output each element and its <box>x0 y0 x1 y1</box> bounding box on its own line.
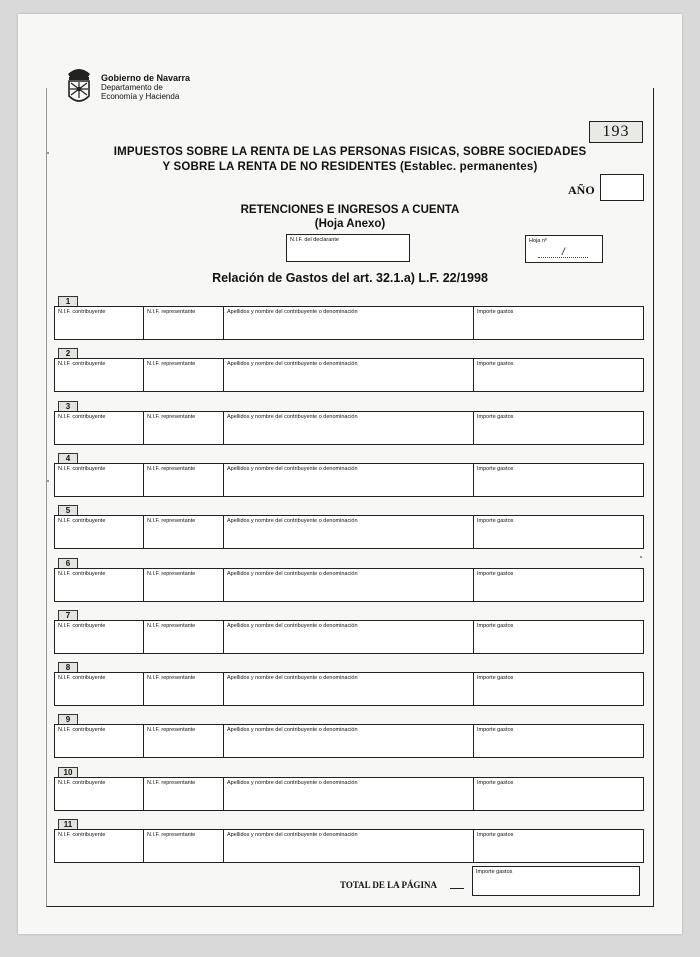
importe-gastos-label: Importe gastos <box>477 414 514 420</box>
nif-representante-field[interactable] <box>144 569 224 601</box>
entry-cells <box>54 358 644 392</box>
importe-gastos-field[interactable] <box>474 307 643 339</box>
apellidos-field[interactable] <box>224 307 474 339</box>
importe-gastos-field[interactable] <box>474 830 643 862</box>
row-number: 6 <box>58 558 78 569</box>
nif-contribuyente-field[interactable] <box>55 359 144 391</box>
importe-gastos-label: Importe gastos <box>477 466 514 472</box>
nif-contribuyente-label: N.I.F. contribuyente <box>58 414 106 420</box>
nif-representante-label: N.I.F. representante <box>147 309 196 315</box>
apellidos-label: Apellidos y nombre del contribuyente o denominación <box>227 309 358 315</box>
year-label: AÑO <box>568 183 595 197</box>
sheet-number-label: Hoja nº <box>529 238 547 244</box>
nif-representante-field[interactable] <box>144 725 224 757</box>
total-page-field[interactable] <box>472 866 640 896</box>
scan-speck <box>47 480 49 482</box>
entry-row <box>54 401 642 447</box>
form-title-line2: Y SOBRE LA RENTA DE NO RESIDENTES (Establec. permanentes) <box>162 161 538 173</box>
importe-gastos-field[interactable] <box>474 673 643 705</box>
nif-representante-field[interactable] <box>144 464 224 496</box>
nif-contribuyente-label: N.I.F. contribuyente <box>58 675 106 681</box>
scan-speck <box>640 556 642 558</box>
importe-gastos-label: Importe gastos <box>477 571 514 577</box>
form-title-line1: IMPUESTOS SOBRE LA RENTA DE LAS PERSONAS FISICAS, SOBRE SOCIEDADES <box>113 146 587 158</box>
importe-gastos-label: Importe gastos <box>477 780 514 786</box>
scan-speck <box>47 152 49 154</box>
importe-gastos-label: Importe gastos <box>477 675 514 681</box>
nif-contribuyente-label: N.I.F. contribuyente <box>58 832 106 838</box>
nif-contribuyente-label: N.I.F. contribuyente <box>58 361 106 367</box>
entry-cells <box>54 568 644 602</box>
entry-row <box>54 453 642 499</box>
nif-contribuyente-label: N.I.F. contribuyente <box>58 571 106 577</box>
entry-cells <box>54 672 644 706</box>
org-dept-line1: Departamento de <box>101 83 163 92</box>
model-number-badge: 193 <box>589 121 643 143</box>
apellidos-field[interactable] <box>224 412 474 444</box>
apellidos-field[interactable] <box>224 621 474 653</box>
entry-row <box>54 662 642 708</box>
importe-gastos-label: Importe gastos <box>477 518 514 524</box>
nif-representante-field[interactable] <box>144 778 224 810</box>
entry-row <box>54 610 642 656</box>
total-page-leader <box>450 888 464 889</box>
sheet-number-slash: / <box>562 247 565 258</box>
nif-representante-field[interactable] <box>144 412 224 444</box>
importe-gastos-field[interactable] <box>474 621 643 653</box>
importe-gastos-field[interactable] <box>474 778 643 810</box>
apellidos-field[interactable] <box>224 569 474 601</box>
nif-representante-label: N.I.F. representante <box>147 571 196 577</box>
total-page-label: TOTAL DE LA PÁGINA <box>340 880 437 890</box>
row-number: 11 <box>58 819 78 830</box>
row-number: 5 <box>58 505 78 516</box>
importe-gastos-field[interactable] <box>474 725 643 757</box>
nif-representante-label: N.I.F. representante <box>147 466 196 472</box>
entry-cells <box>54 306 644 340</box>
navarra-coat-of-arms-icon <box>65 64 93 108</box>
apellidos-label: Apellidos y nombre del contribuyente o denominación <box>227 832 358 838</box>
row-number: 4 <box>58 453 78 464</box>
nif-contribuyente-label: N.I.F. contribuyente <box>58 780 106 786</box>
apellidos-label: Apellidos y nombre del contribuyente o denominación <box>227 571 358 577</box>
importe-gastos-field[interactable] <box>474 412 643 444</box>
entry-row <box>54 819 642 865</box>
sheet-number-field[interactable] <box>525 235 603 263</box>
entry-cells <box>54 411 644 445</box>
nif-contribuyente-field[interactable] <box>55 673 144 705</box>
organization-name <box>101 74 190 101</box>
nif-representante-field[interactable] <box>144 359 224 391</box>
row-number: 2 <box>58 348 78 359</box>
nif-contribuyente-field[interactable] <box>55 412 144 444</box>
entry-row <box>54 505 642 551</box>
apellidos-label: Apellidos y nombre del contribuyente o denominación <box>227 727 358 733</box>
entry-cells <box>54 463 644 497</box>
apellidos-label: Apellidos y nombre del contribuyente o denominación <box>227 414 358 420</box>
apellidos-label: Apellidos y nombre del contribuyente o denominación <box>227 780 358 786</box>
row-number: 1 <box>58 296 78 307</box>
apellidos-field[interactable] <box>224 778 474 810</box>
apellidos-label: Apellidos y nombre del contribuyente o denominación <box>227 361 358 367</box>
nif-representante-label: N.I.F. representante <box>147 780 196 786</box>
apellidos-field[interactable] <box>224 464 474 496</box>
entry-row <box>54 296 642 342</box>
nif-representante-label: N.I.F. representante <box>147 623 196 629</box>
entry-cells <box>54 777 644 811</box>
apellidos-field[interactable] <box>224 673 474 705</box>
importe-gastos-label: Importe gastos <box>477 361 514 367</box>
nif-representante-label: N.I.F. representante <box>147 361 196 367</box>
importe-gastos-label: Importe gastos <box>477 623 514 629</box>
importe-gastos-field[interactable] <box>474 516 643 548</box>
nif-contribuyente-field[interactable] <box>55 569 144 601</box>
apellidos-field[interactable] <box>224 830 474 862</box>
nif-contribuyente-field[interactable] <box>55 464 144 496</box>
nif-declarante-label: N.I.F. del declarante <box>290 237 339 243</box>
section-heading: Relación de Gastos del art. 32.1.a) L.F. 22/1998 <box>212 271 488 285</box>
entry-row <box>54 767 642 813</box>
nif-contribuyente-label: N.I.F. contribuyente <box>58 309 106 315</box>
org-dept-line2: Economía y Hacienda <box>101 92 180 101</box>
year-field[interactable] <box>600 174 644 201</box>
entry-cells <box>54 724 644 758</box>
nif-contribuyente-field[interactable] <box>55 725 144 757</box>
nif-representante-label: N.I.F. representante <box>147 518 196 524</box>
row-number: 9 <box>58 714 78 725</box>
nif-representante-field[interactable] <box>144 621 224 653</box>
importe-gastos-label: Importe gastos <box>477 309 514 315</box>
entry-row <box>54 348 642 394</box>
nif-declarante-field[interactable] <box>286 234 410 262</box>
apellidos-label: Apellidos y nombre del contribuyente o denominación <box>227 675 358 681</box>
importe-gastos-label: Importe gastos <box>477 832 514 838</box>
nif-representante-field[interactable] <box>144 673 224 705</box>
nif-contribuyente-field[interactable] <box>55 778 144 810</box>
importe-gastos-field[interactable] <box>474 464 643 496</box>
apellidos-label: Apellidos y nombre del contribuyente o denominación <box>227 518 358 524</box>
apellidos-field[interactable] <box>224 516 474 548</box>
entry-row <box>54 558 642 604</box>
row-number: 8 <box>58 662 78 673</box>
org-name: Gobierno de Navarra <box>101 73 191 83</box>
apellidos-label: Apellidos y nombre del contribuyente o denominación <box>227 466 358 472</box>
entry-cells <box>54 620 644 654</box>
form-subtitle: RETENCIONES E INGRESOS A CUENTA <box>240 204 460 216</box>
row-number: 7 <box>58 610 78 621</box>
importe-gastos-label: Importe gastos <box>477 727 514 733</box>
nif-representante-label: N.I.F. representante <box>147 832 196 838</box>
nif-representante-label: N.I.F. representante <box>147 675 196 681</box>
importe-gastos-field[interactable] <box>474 569 643 601</box>
apellidos-field[interactable] <box>224 725 474 757</box>
nif-representante-label: N.I.F. representante <box>147 727 196 733</box>
entry-row <box>54 714 642 760</box>
nif-contribuyente-label: N.I.F. contribuyente <box>58 727 106 733</box>
row-number: 3 <box>58 401 78 412</box>
apellidos-field[interactable] <box>224 359 474 391</box>
nif-contribuyente-label: N.I.F. contribuyente <box>58 466 106 472</box>
nif-representante-field[interactable] <box>144 830 224 862</box>
apellidos-label: Apellidos y nombre del contribuyente o denominación <box>227 623 358 629</box>
entry-cells <box>54 515 644 549</box>
nif-representante-field[interactable] <box>144 307 224 339</box>
nif-contribuyente-field[interactable] <box>55 307 144 339</box>
nif-contribuyente-field[interactable] <box>55 516 144 548</box>
nif-contribuyente-field[interactable] <box>55 830 144 862</box>
row-number: 10 <box>58 767 78 778</box>
nif-contribuyente-field[interactable] <box>55 621 144 653</box>
nif-contribuyente-label: N.I.F. contribuyente <box>58 518 106 524</box>
form-subtitle-annex: (Hoja Anexo) <box>314 218 386 230</box>
nif-representante-field[interactable] <box>144 516 224 548</box>
total-importe-label: Importe gastos <box>476 869 513 875</box>
sheet-number-line <box>538 257 588 258</box>
nif-contribuyente-label: N.I.F. contribuyente <box>58 623 106 629</box>
importe-gastos-field[interactable] <box>474 359 643 391</box>
nif-representante-label: N.I.F. representante <box>147 414 196 420</box>
entry-cells <box>54 829 644 863</box>
